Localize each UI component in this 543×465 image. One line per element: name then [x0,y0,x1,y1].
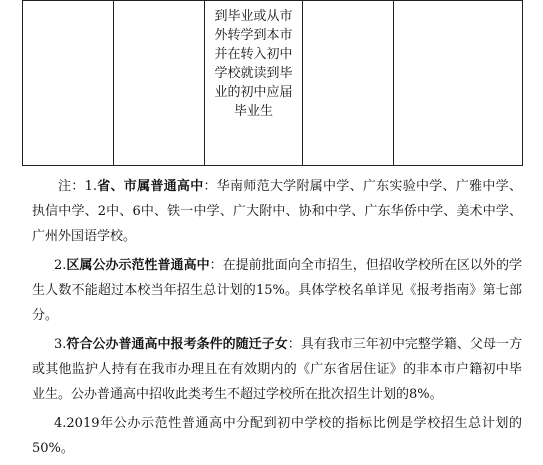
table-cell-2 [114,1,205,166]
note-prefix: 注： [58,179,85,194]
note-4-text: 4.2019年公办示范性普通高中分配到初中学校的指标比例是学校招生总计划的50%。 [32,416,522,456]
table-cell-3 [205,1,303,166]
cell-line: 学校就读到毕 [214,66,293,81]
note-1-heading: 省、市属普通高中 [96,179,204,194]
note-2-heading: 区属公办示范性普通高中 [66,258,210,273]
cell-line: 业的初中应届 [214,85,293,100]
table-cell-4 [303,1,394,166]
note-3 [32,332,522,407]
note-2-number: 2. [54,258,67,273]
note-1 [32,174,522,249]
table-cell-5 [394,1,523,166]
eligibility-table [22,0,523,166]
note-3-heading: 符合公办普通高中报考条件的随迁子女 [66,337,288,352]
note-2 [32,253,522,328]
note-3-text: ：具有我市三年初中完整学籍、父母一方或其他监护人持有在我市办理且在有效期内的《广东省居住证》的非本市户籍初中毕业生。公办普通高中招收此类考生不超过学校所在批次招生计划的8%。 [32,337,522,402]
table-fragment [22,0,522,166]
note-1-number: 1. [84,179,97,194]
cell-line: 毕业生 [233,104,273,119]
cell-line: 到毕业或从市 [214,9,293,24]
notes-section [32,174,522,465]
cell-line: 外转学到本市 [214,28,293,43]
note-3-number: 3. [54,337,67,352]
cell-line: 并在转入初中 [214,47,293,62]
eligibility-cell-text [205,1,302,121]
note-1-text: ：华南师范大学附属中学、广东实验中学、广雅中学、执信中学、2中、6中、铁一中学、广大附中、协和中学、广东华侨中学、美术中学、广州外国语学校。 [32,179,522,244]
note-4 [32,411,522,461]
note-2-text: ：在提前批面向全市招生，但招收学校所在区以外的学生人数不能超过本校当年招生总计划的15%。具体学校名单详见《报考指南》第七部分。 [32,258,522,323]
table-cell-1 [23,1,114,166]
